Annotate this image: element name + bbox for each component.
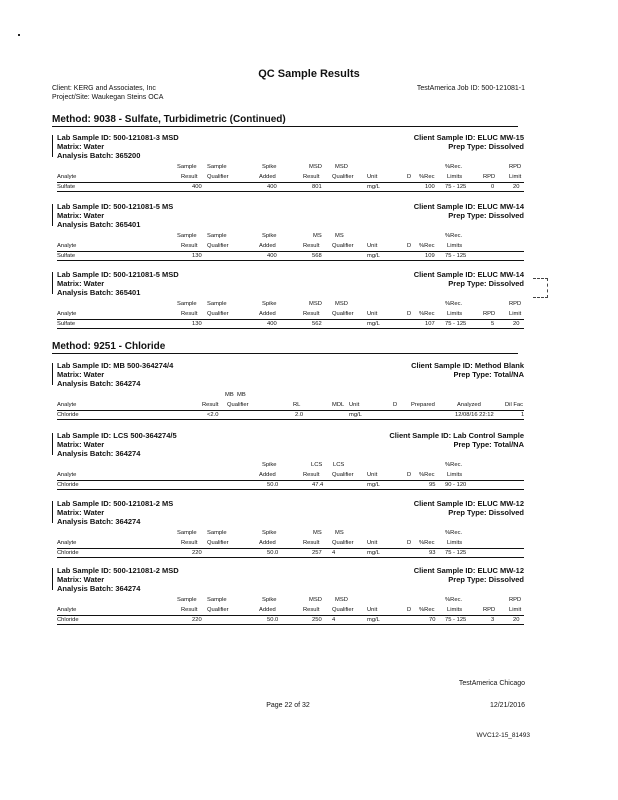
col-h: Added	[259, 311, 276, 317]
document-id: WVC12-15_81493	[476, 732, 530, 739]
col-h: Spike	[262, 462, 277, 468]
table-row	[57, 481, 524, 489]
col-h: Result	[181, 540, 198, 546]
table-rule	[57, 624, 524, 625]
section-bar	[52, 568, 53, 590]
analysis-batch: Analysis Batch: 365401	[57, 288, 141, 297]
col-h: RPD	[483, 607, 496, 613]
cell-rl: 2.0	[295, 412, 304, 418]
table-row	[57, 411, 524, 419]
col-h: MDL	[332, 402, 345, 408]
cell-result-qc: 568	[312, 253, 322, 259]
cell-added: 50.0	[267, 550, 279, 556]
method-rule	[52, 126, 518, 127]
qc-section	[52, 270, 524, 330]
section-bar	[52, 501, 53, 523]
section-bar	[52, 204, 53, 226]
col-h: %Rec	[419, 311, 435, 317]
col-h: D	[407, 540, 412, 546]
col-h: Qualifier	[207, 607, 229, 613]
table-rule	[57, 191, 524, 192]
lab-sample-info	[57, 361, 173, 388]
cell-rec: 93	[429, 550, 436, 556]
cell-unit: mg/L	[367, 482, 380, 488]
cell-added: 400	[267, 184, 277, 190]
col-h: Limits	[447, 540, 463, 546]
lab-sample-id: Lab Sample ID: LCS 500-364274/5	[57, 431, 177, 440]
col-h: Result	[202, 402, 219, 408]
col-h: Analyzed	[457, 402, 481, 408]
cell-analyte: Chloride	[57, 617, 79, 623]
col-h: Qualifier	[207, 243, 229, 249]
col-h: Analyte	[57, 472, 77, 478]
col-h: Limits	[447, 174, 463, 180]
col-h: Qualifier	[332, 607, 354, 613]
col-h: Sample	[177, 597, 197, 603]
lab-sample-id: Lab Sample ID: 500-121081-2 MS	[57, 499, 174, 508]
lab-sample-id: Lab Sample ID: 500-121081-3 MSD	[57, 133, 179, 142]
cell-unit: mg/L	[367, 184, 380, 190]
col-h: D	[407, 174, 412, 180]
col-h: RPD	[509, 164, 522, 170]
col-h: %Rec.	[445, 233, 463, 239]
col-h: Spike	[262, 301, 277, 307]
col-h: Qualifier	[207, 174, 229, 180]
col-h: D	[407, 243, 412, 249]
col-h: Sample	[207, 233, 227, 239]
col-h: Result	[181, 174, 198, 180]
client-sample-info	[414, 499, 524, 517]
analysis-batch: Analysis Batch: 365200	[57, 151, 141, 160]
table-rule	[57, 557, 524, 558]
matrix: Matrix: Water	[57, 575, 105, 584]
col-h: Analyte	[57, 311, 77, 317]
col-h: Dil Fac	[505, 402, 524, 408]
client-sample-id: Client Sample ID: ELUC MW-12	[413, 566, 524, 575]
cell-limits: 75 - 125	[445, 550, 467, 556]
header-row-2	[57, 242, 524, 250]
cell-qualifier: 4	[332, 617, 336, 623]
lab-sample-info	[57, 566, 179, 593]
col-h: MS	[313, 233, 322, 239]
col-h: Qualifier	[332, 311, 354, 317]
cell-added: 50.0	[267, 617, 279, 623]
client-sample-id: Client Sample ID: Lab Control Sample	[389, 431, 524, 440]
table-rule	[57, 260, 524, 261]
header-row-2	[57, 310, 524, 318]
cell-unit: mg/L	[349, 412, 362, 418]
col-h: MSD	[335, 301, 348, 307]
col-h: Analyte	[57, 243, 77, 249]
stray-mark	[18, 34, 20, 36]
col-h: Added	[259, 243, 276, 249]
col-h: %Rec	[419, 607, 435, 613]
col-h: Limits	[447, 243, 463, 249]
col-h: MSD	[335, 597, 348, 603]
matrix: Matrix: Water	[57, 142, 105, 151]
prep-type: Prep Type: Dissolved	[448, 575, 524, 584]
col-h: Sample	[207, 597, 227, 603]
matrix: Matrix: Water	[57, 370, 105, 379]
col-h: Result	[303, 311, 320, 317]
cell-added: 400	[267, 321, 277, 327]
col-h: Added	[259, 472, 276, 478]
col-h: Unit	[367, 540, 378, 546]
analysis-batch: Analysis Batch: 364274	[57, 449, 141, 458]
col-h: Analyte	[57, 540, 77, 546]
client-sample-info	[414, 133, 524, 151]
qc-section	[52, 202, 524, 262]
col-h: MSD	[309, 164, 322, 170]
header-row-2	[57, 401, 524, 409]
prep-type: Prep Type: Dissolved	[448, 142, 524, 151]
col-h: Limit	[509, 174, 522, 180]
col-h: Analyte	[57, 607, 77, 613]
job-id: TestAmerica Job ID: 500-121081-1	[416, 85, 525, 92]
header-row-1	[57, 163, 524, 171]
col-h: Unit	[349, 402, 360, 408]
col-h: Qualifier	[207, 540, 229, 546]
cell-qualifier: 4	[332, 550, 336, 556]
col-h: Sample	[207, 164, 227, 170]
cell-result: 220	[192, 617, 202, 623]
col-h: %Rec.	[445, 462, 463, 468]
col-h: MS	[313, 530, 322, 536]
section-bar	[52, 363, 53, 385]
lab-sample-info	[57, 499, 173, 526]
col-h: Sample	[207, 530, 227, 536]
col-h: Qualifier	[227, 402, 249, 408]
table-row	[57, 183, 524, 191]
col-h: Added	[259, 607, 276, 613]
qc-section	[52, 499, 524, 559]
analysis-batch: Analysis Batch: 364274	[57, 584, 141, 593]
col-h: Limit	[509, 311, 522, 317]
cell-added: 50.0	[267, 482, 279, 488]
matrix: Matrix: Water	[57, 279, 105, 288]
cell-result: <2.0	[207, 412, 219, 418]
col-h: %Rec.	[445, 301, 463, 307]
scan-bracket	[533, 278, 548, 298]
method-title-chloride: Method: 9251 - Chloride	[52, 341, 166, 352]
col-h: MS	[335, 530, 344, 536]
col-h: Limits	[447, 472, 463, 478]
cell-limits: 75 - 125	[445, 617, 467, 623]
col-h: D	[393, 402, 398, 408]
col-h: MSD	[335, 164, 348, 170]
col-h: Limit	[509, 607, 522, 613]
method-rule	[52, 353, 518, 354]
col-h: Spike	[262, 530, 277, 536]
cell-rpd: 3	[491, 617, 495, 623]
col-h: Limits	[447, 311, 463, 317]
col-h: Qualifier	[207, 311, 229, 317]
header-row-1	[57, 461, 524, 469]
cell-result: 130	[192, 321, 202, 327]
page-title: QC Sample Results	[258, 68, 360, 80]
col-h: %Rec	[419, 540, 435, 546]
section-bar	[52, 135, 53, 157]
cell-rec: 109	[425, 253, 435, 259]
matrix: Matrix: Water	[57, 508, 105, 517]
col-h: Result	[303, 174, 320, 180]
cell-limits: 75 - 125	[445, 321, 467, 327]
col-h: %Rec	[419, 472, 435, 478]
cell-result-qc: 801	[312, 184, 322, 190]
method-title-sulfate: Method: 9038 - Sulfate, Turbidimetric (Continued)	[52, 114, 286, 125]
col-h: Sample	[177, 233, 197, 239]
cell-unit: mg/L	[367, 617, 380, 623]
col-h: D	[407, 472, 412, 478]
cell-limits: 75 - 125	[445, 253, 467, 259]
lab-sample-info	[57, 202, 173, 229]
col-h: Result	[303, 540, 320, 546]
col-h: Qualifier	[332, 243, 354, 249]
client-sample-info	[411, 361, 524, 379]
lab-sample-id: Lab Sample ID: 500-121081-2 MSD	[57, 566, 179, 575]
header-row-1	[57, 529, 524, 537]
col-h: Added	[259, 174, 276, 180]
client-sample-id: Client Sample ID: ELUC MW-14	[413, 202, 524, 211]
lab-sample-info	[57, 431, 177, 458]
col-h: RPD	[483, 174, 496, 180]
client-sample-id: Client Sample ID: ELUC MW-14	[413, 270, 524, 279]
col-h: Analyte	[57, 174, 77, 180]
cell-analyte: Sulfate	[57, 253, 76, 259]
cell-rec: 70	[429, 617, 436, 623]
col-h: D	[407, 311, 412, 317]
cell-rpd-limit: 20	[513, 184, 520, 190]
col-h: Unit	[367, 174, 378, 180]
col-h: Prepared	[411, 402, 435, 408]
cell-limits: 75 - 125	[445, 184, 467, 190]
col-h: Result	[181, 311, 198, 317]
cell-result: 130	[192, 253, 202, 259]
cell-unit: mg/L	[367, 253, 380, 259]
cell-rpd: 0	[491, 184, 495, 190]
col-h: D	[407, 607, 412, 613]
header-row-2	[57, 606, 524, 614]
col-h: Unit	[367, 472, 378, 478]
header-row-1	[57, 232, 524, 240]
col-h: RPD	[483, 311, 496, 317]
header-row-2	[57, 539, 524, 547]
col-h: Qualifier	[332, 540, 354, 546]
client-sample-id: Client Sample ID: Method Blank	[411, 361, 524, 370]
col-h: %Rec.	[445, 530, 463, 536]
cell-result-qc: 47.4	[312, 482, 324, 488]
prep-type: Prep Type: Dissolved	[448, 279, 524, 288]
prep-type: Prep Type: Total/NA	[453, 370, 524, 379]
cell-analyte: Chloride	[57, 482, 79, 488]
table-rule	[57, 489, 524, 490]
col-h: MSD	[309, 597, 322, 603]
footer-date: 12/21/2016	[489, 702, 525, 709]
col-h: %Rec.	[445, 597, 463, 603]
col-h: LCS	[311, 462, 323, 468]
table-rule	[57, 328, 524, 329]
col-h: LCS	[333, 462, 345, 468]
prep-type: Prep Type: Dissolved	[448, 211, 524, 220]
col-h: Sample	[177, 530, 197, 536]
header-row-2	[57, 471, 524, 479]
qc-section-lcs	[52, 431, 524, 491]
col-h: Unit	[367, 243, 378, 249]
cell-rec: 107	[425, 321, 435, 327]
lab-sample-id: Lab Sample ID: 500-121081-5 MS	[57, 202, 174, 211]
col-h: Spike	[262, 233, 277, 239]
client-sample-info	[414, 270, 524, 288]
col-h: %Rec	[419, 243, 435, 249]
cell-result-qc: 562	[312, 321, 322, 327]
cell-rec: 95	[429, 482, 436, 488]
analysis-batch: Analysis Batch: 364274	[57, 517, 141, 526]
cell-analyte: Chloride	[57, 412, 79, 418]
cell-rec: 100	[425, 184, 435, 190]
col-h: Result	[303, 607, 320, 613]
client-sample-id: Client Sample ID: ELUC MW-15	[413, 133, 524, 142]
col-h: Unit	[367, 607, 378, 613]
lab-sample-id: Lab Sample ID: MB 500-364274/4	[57, 361, 174, 370]
cell-rpd-limit: 20	[513, 321, 520, 327]
col-h: MS	[335, 233, 344, 239]
col-h: Result	[181, 243, 198, 249]
col-h: Added	[259, 540, 276, 546]
col-h: Qualifier	[332, 472, 354, 478]
client-sample-info	[414, 202, 524, 220]
lab-sample-id: Lab Sample ID: 500-121081-5 MSD	[57, 270, 179, 279]
col-h: RL	[293, 402, 301, 408]
cell-analyte: Sulfate	[57, 321, 76, 327]
project-line: Project/Site: Waukegan Steins OCA	[52, 94, 164, 101]
col-h: Sample	[207, 301, 227, 307]
footer-company: TestAmerica Chicago	[458, 680, 525, 687]
cell-analyte: Sulfate	[57, 184, 76, 190]
qc-section	[52, 133, 524, 193]
client-line: Client: KERG and Associates, Inc	[52, 85, 156, 92]
cell-result-qc: 250	[312, 617, 322, 623]
client-sample-info	[389, 431, 524, 449]
client-sample-id: Client Sample ID: ELUC MW-12	[413, 499, 524, 508]
analysis-batch: Analysis Batch: 365401	[57, 220, 141, 229]
matrix: Matrix: Water	[57, 440, 105, 449]
header-row-1	[57, 596, 524, 604]
footer-page-number: Page 22 of 32	[266, 702, 310, 709]
col-h: RPD	[509, 597, 522, 603]
col-h: Qualifier	[332, 174, 354, 180]
matrix: Matrix: Water	[57, 211, 105, 220]
table-row	[57, 549, 524, 557]
col-h: %Rec.	[445, 164, 463, 170]
cell-unit: mg/L	[367, 550, 380, 556]
qc-section	[52, 566, 524, 626]
col-h: %Rec	[419, 174, 435, 180]
cell-limits: 90 - 120	[445, 482, 467, 488]
table-row	[57, 252, 524, 260]
prep-type: Prep Type: Total/NA	[453, 440, 524, 449]
cell-analyzed: 12/08/16 22:12	[455, 412, 494, 418]
header-row-2	[57, 173, 524, 181]
lab-sample-info	[57, 133, 179, 160]
table-row	[57, 320, 524, 328]
cell-rpd: 5	[491, 321, 495, 327]
header-row-1	[57, 391, 524, 399]
lab-sample-info	[57, 270, 179, 297]
cell-rpd-limit: 20	[513, 617, 520, 623]
col-h: Result	[181, 607, 198, 613]
cell-result: 220	[192, 550, 202, 556]
col-h: MB	[225, 392, 234, 398]
section-bar	[52, 272, 53, 294]
col-h: Unit	[367, 311, 378, 317]
table-rule	[57, 419, 524, 420]
header-row-1	[57, 300, 524, 308]
col-h: Sample	[177, 164, 197, 170]
cell-added: 400	[267, 253, 277, 259]
cell-unit: mg/L	[367, 321, 380, 327]
col-h: RPD	[509, 301, 522, 307]
client-sample-info	[414, 566, 524, 584]
cell-result-qc: 257	[312, 550, 322, 556]
col-h: Analyte	[57, 402, 77, 408]
section-bar	[52, 433, 53, 455]
col-h: Spike	[262, 597, 277, 603]
cell-result: 400	[192, 184, 202, 190]
col-h: Result	[303, 243, 320, 249]
col-h: Result	[303, 472, 320, 478]
cell-dil-fac: 1	[521, 412, 525, 418]
prep-type: Prep Type: Dissolved	[448, 508, 524, 517]
col-h: MB	[237, 392, 246, 398]
qc-section-method-blank	[52, 361, 524, 421]
col-h: Spike	[262, 164, 277, 170]
col-h: Limits	[447, 607, 463, 613]
cell-analyte: Chloride	[57, 550, 79, 556]
col-h: MSD	[309, 301, 322, 307]
table-row	[57, 616, 524, 624]
col-h: Sample	[177, 301, 197, 307]
analysis-batch: Analysis Batch: 364274	[57, 379, 141, 388]
